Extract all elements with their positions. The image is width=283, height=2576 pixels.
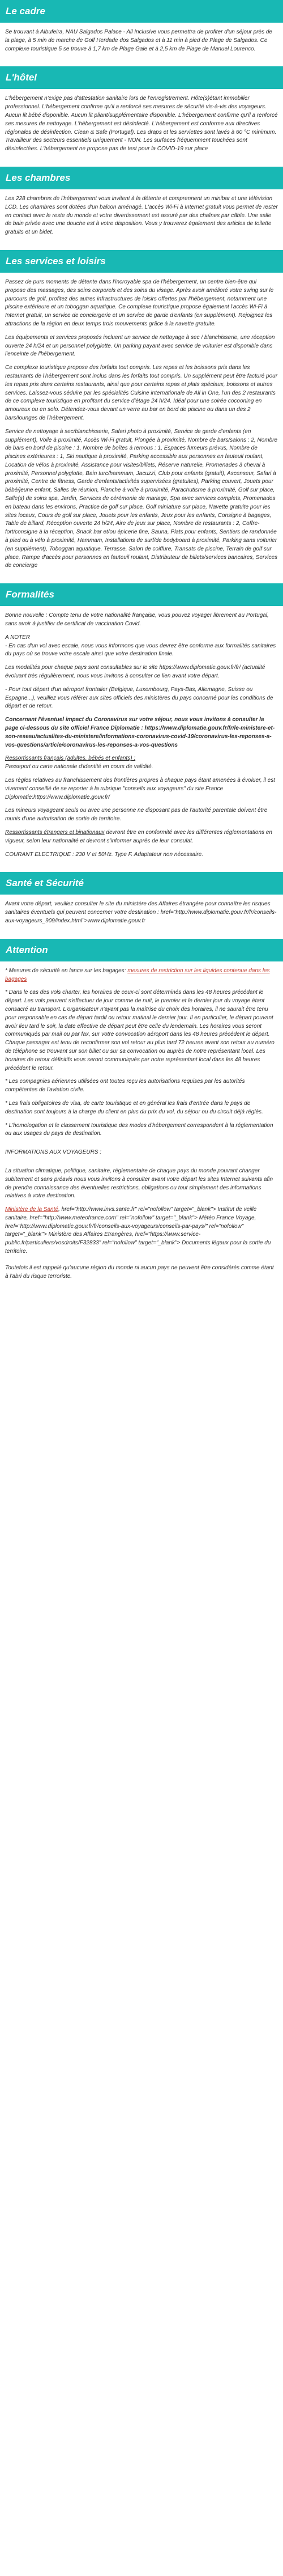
- section-body-cadre: [0, 23, 283, 66]
- attention-paragraph: * Dans le cas des vols charter, les horaires de ceux-ci sont déterminés dans les 48 heures précédant le départ. Les vols peuvent s'effectuer de jour comme de nuit, le premier et le dernier jour du voyage étant consacré au transport. L'organisateur n'ayant pas la maîtrise du choix des horaires, il ne saurait être tenu pour responsable en cas de départ tardif ou retour matinal le dernier jour. Il en particulier, le départ pouvant avoir lieu tard le soir, la date effective de départ peut être celle du lendemain. Les horaires vous seront communiqués par mail ou par fax, sur votre convocation aéroport dans les 48 heures précédent le départ. Chaque passager est tenu de reconfirmer son vol retour au plus tard 72 heures avant son retour au numéro de téléphone se trouvant sur son billet ou sur sa convocation ou auprès de notre représentant local. Les horaires de retour définitifs vous seront communiqués par notre représentant local dans les 48 heures précédent le retour.: [5, 989, 275, 1071]
- formalites-paragraph: Les modalités pour chaque pays sont consultables sur le site https://www.diplomatie.gouv.fr/fr/ (actualité évoluant très régulièrement, nous vous invitons à consulter ce lien avant votre départ.: [5, 664, 265, 680]
- section-body-chambres: [0, 189, 283, 250]
- formalites-etrangers-text: devront être en conformité avec les différentes réglementations en vigueur, selon leur nationalité et devront s'informer auprès de leur consulat.: [5, 829, 272, 844]
- attention-paragraph: * L'homologation et le classement touristique des modes d'hébergement correspondent à la réglementation ou aux usages du pays de destination.: [5, 1122, 273, 1137]
- formalites-ressortissants: [5, 755, 278, 763]
- formalites-paragraph: Les mineurs voyageant seuls ou avec une personne ne disposant pas de l'autorité parentale doivent être munis d'une autorisation de sortie de territoire.: [5, 807, 268, 823]
- attention-bagages: [5, 967, 278, 984]
- services-paragraph: Passez de purs moments de détente dans l'incroyable spa de l'hébergement, un centre bien-être qui propose des massages, des soins corporels et des soins du visage. Après avoir amélioré votre swing sur le parcours de golf, profitez des autres infrastructures de loisirs offertes par l'hébergement, notamment une piscine extérieure et un toboggan aquatique. Ce complexe touristique propose également l'accès Wi-Fi à Internet gratuit, un service de conciergerie et un service de garde d'enfants (en supplément). Rejoignez les attractions de la région en deux temps trois mouvements grâce à la navette gratuite.: [5, 278, 274, 327]
- section-header-cadre: Le cadre: [0, 0, 283, 23]
- cadre-text: Se trouvant à Albufeira, NAU Salgados Palace - All Inclusive vous permettra de profiter d'un séjour près de la plage, à 5 min de marche de Golf Herdade dos Salgados et à 11 min à pied de Plage de Salgados. Ce complexe touristique 5 se trouve à 1,7 km de Plage Gale et à 2,5 km de Plage de Manuel Lourenco.: [5, 29, 272, 52]
- formalites-paragraph: - En cas d'un vol avec escale, nous vous informons que vous devrez être conforme aux formalités sanitaires du pays où se trouve votre escale ainsi que votre destination finale.: [5, 642, 276, 658]
- formalites-coronavirus-notice: Concernant l'éventuel impact du Coronavirus sur votre séjour, nous vous invitons à consulter la page ci-dessous du site officiel France Diplomatie : https://www.diplomatie.gouv.fr/fr/le-ministere-et-son-reseau/actualites-du-ministere/informations-coronavirus-covid-19/coronavirus-les-reponses-a-vos-questions/article/coronavirus-les-reponses-a-vos-questions: [5, 717, 275, 748]
- attention-paragraph: * Les compagnies aériennes utilisées ont toutes reçu les autorisations requises par les autorités compétentes de l'aviation civile.: [5, 1078, 245, 1094]
- section-header-hotel: L'hôtel: [0, 66, 283, 89]
- formalites-etrangers: [5, 829, 278, 846]
- formalites-a-noter: A NOTER: [5, 634, 31, 641]
- section-body-services: [0, 273, 283, 583]
- services-amenities-list: Service de nettoyage à sec/blanchisserie, Safari photo à proximité, Service de garde d'enfants (en supplément), Voile à proximité, Accès Wi-Fi gratuit, Plongée à proximité, Nombre de bars/salons : 2, Nombre de bars en bord de piscine : 1, Nombre de boîtes à remous : 1, Espaces fumeurs prévus, Nombre de piscines extérieures : 1, Ski nautique à proximité, Parking accessible aux personnes en fauteuil roulant, Location de vélos à proximité, Assistance pour visites/billets, Réserve naturelle, Promenades à cheval à proximité, Personnel polyglotte, Bain turc/hammam, Jacuzzi, Club pour enfants (gratuit), Ascenseur, Safari à proximité, Centre de fitness, Garde d'enfants/activités supervisées (gratuites), Parking couvert, Jouets pour bébé/jeune enfant, Salles de réunion, Planche à voile à proximité, Parachutisme à proximité, Golf sur place, Salle(s) de soins spa, Jardin, Services de cérémonie de mariage, Spa avec services complets, Promenades en bateau dans les environs, Practice de golf sur place, Golf miniature sur place, Navette gratuite pour les sites locaux, Cours de golf sur place, Jouets pour les enfants, Jeux pour les enfants, Consigne à bagages, Table de billard, Réception ouverte 24 h/24, Aire de jeux sur place, Nombre de restaurants : 2, Coffre-fort/consigne à la réception, Snack bar et/ou épicerie fine, Sauna, Plats pour enfants, Sentiers de randonnée à pied ou à vélo à proximité, Hammam, Installations de surf/de bodyboard à proximité, Parking sans voiturier (en supplément), Toboggan aquatique, Terrasse, Salon de coiffure, Transats de piscine, Terrain de golf sur place, Rampe d'accès pour personnes en fauteuil roulant, Distributeur de billets/services bancaires, Services de concierge: [5, 428, 278, 569]
- section-header-formalites: Formalités: [0, 583, 283, 606]
- section-body-formalites: [0, 606, 283, 872]
- section-body-sante: [0, 895, 283, 938]
- section-header-chambres: Les chambres: [0, 167, 283, 189]
- info-heading: INFORMATIONS AUX VOYAGEURS :: [5, 1149, 102, 1156]
- formalites-paragraph: Les règles relatives au franchissement des frontières propres à chaque pays étant amenées à évoluer, il est vivement conseillé de se reporter à la rubrique "conseils aux voyageurs" du site France Diplomatie:https://www.diplomatie.gouv.fr/: [5, 777, 275, 800]
- formalites-paragraph: Bonne nouvelle : Compte tenu de votre nationalité française, vous pouvez voyager librement au Portugal, sans avoir à justifier de certificat de vaccination Covid.: [5, 612, 269, 628]
- liquides-restriction-link[interactable]: mesures de restriction sur les liquides contenue dans les bagages: [5, 967, 270, 982]
- services-paragraph: Les équipements et services proposés incluent un service de nettoyage à sec / blanchisserie, une réception ouverte 24 h/24 et un personnel polyglotte. Un parking payant avec service de voiturier est disponible dans l'enceinte de l'hébergement.: [5, 334, 275, 358]
- formalites-etrangers-label: Ressortissants étrangers et binationaux: [5, 829, 105, 836]
- attention-paragraph: * Les frais obligatoires de visa, de carte touristique et en général les frais d'entrée dans le pays de destination sont toujours à la charge du client en plus du prix du vol, du séjour ou du circuit déjà réglés.: [5, 1100, 263, 1115]
- formalites-paragraph: - Pour tout départ d'un aéroport frontalier (Belgique, Luxembourg, Pays-Bas, Allemagne, Suisse ou Espagne...), veuillez vous référer aux sites officiels des ministères du pays concerné pour les conditions de départ et de retour.: [5, 686, 273, 710]
- formalites-courant: COURANT ELECTRIQUE : 230 V et 50Hz. Type F. Adaptateur non nécessaire.: [5, 851, 203, 858]
- hotel-text: L'hébergement n'exige pas d'attestation sanitaire lors de l'enregistrement. Hôte(s)étant immobilier professionnel. L'hébergement confirme qu'il a renforcé ses mesures de sécurité vis-à-vis des voyageurs. Aucun lit bébé disponible. Aucun lit pliant/supplémentaire disponible. L'hébergement confirme qu'il a renforcé ses mesures de nettoyage. L'hébergement est désinfecté. L'hébergement est conforme aux directives régionales de désinfection. Clean & Safe (Portugal). Les draps et les serviettes sont lavés à 60 °C minimum. Travailleur des secteurs essentiels uniquement - NON. Les surfaces fréquemment touchées sont désinfectées. L'hébergement ne propose pas de test pour la COVID-19 sur place: [5, 95, 278, 152]
- section-header-attention: Attention: [0, 939, 283, 961]
- section-header-services: Les services et loisirs: [0, 250, 283, 273]
- section-body-attention: [0, 961, 283, 1294]
- section-header-sante: Santé et Sécurité: [0, 872, 283, 895]
- attention-bagages-text: * Mesures de sécurité en lance sur les bagages:: [5, 967, 128, 974]
- chambres-text: Les 228 chambres de l'hébergement vous invitent à la détente et comprennent un minibar et une télévision LCD. Les chambres sont dotées d'un balcon aménagé. L'accès Wi-Fi à Internet gratuit vous permet de rester en contact avec le reste du monde et votre divertissement est assuré par des chaînes par câble. Une salle de bain privée avec une douche est à votre disposition. Vous y trouverez également des articles de toilette gratuits et un bidet.: [5, 195, 278, 236]
- sante-text: Avant votre départ, veuillez consulter le site du ministère des Affaires étrangère pour connaître les risques sanitaires éventuels qui peuvent concerner votre destination : href="http://www.diplomatie.gouv.fr/fr/conseils-aux-voyageurs_909/index.html">www.diplomatie.gouv.fr: [5, 901, 277, 924]
- section-body-hotel: [0, 89, 283, 167]
- info-links-text: , href="http://www.invs.sante.fr" rel="nofollow" target="_blank"> Institut de veille sanitaire, href="http://www.meteofrance.com" rel="nofollow" target="_blank"> Météo France Voyage, href="http://www.diplomatie.gouv.fr/fr/conseils-aux-voyageurs/conseils-par-pays/" rel="nofollow" target="_blank"> Ministère des Affaires Etrangères, href="https://www.service-public.fr/particuliers/vosdroits/F32833" rel="nofollow" target="_blank"> Documents légaux pour la sortie du territoire.: [5, 1206, 271, 1255]
- info-terrorisme: Toutefois il est rappelé qu'aucune région du monde ni aucun pays ne peuvent être considérés comme étant à l'abri du risque terroriste.: [5, 1264, 274, 1279]
- formalites-ressortissants-label: Ressortissants français (adultes, bébés et enfants) :: [5, 755, 136, 762]
- ministere-sante-link[interactable]: Ministère de la Santé: [5, 1206, 58, 1213]
- formalites-paragraph: Passeport ou carte nationale d'identité en cours de validité.: [5, 764, 153, 770]
- info-paragraph: La situation climatique, politique, sanitaire, réglementaire de chaque pays du monde pouvant changer subitement et sans préavis nous vous invitons à consulter avant votre départ les sites Internet suivants afin de prendre connaissance des éventuelles restrictions, obligations ou tout simplement des informations relatives à votre destination.: [5, 1167, 273, 1200]
- services-paragraph: Ce complexe touristique propose des forfaits tout compris. Les repas et les boissons pris dans les restaurants de l'hébergement sont inclus dans les forfaits tout compris. Un supplément peut être facturé pour les repas pris dans certains restaurants, ainsi que pour certains repas et plats spéciaux, boissons et autres services. Laissez-vous séduire par les spécialités Cuisine internationale de All in One, l'un des 2 restaurants de ce complexe touristique en profitant du service d'étage 24 h/24. Idéal pour une soirée cocooning en amoureux ou en solo. Détendez-vous devant un verre au bar en bord de piscine ou dans un des 2 bars/lounges de l'hébergement.: [5, 365, 278, 421]
- info-links: [5, 1206, 278, 1256]
